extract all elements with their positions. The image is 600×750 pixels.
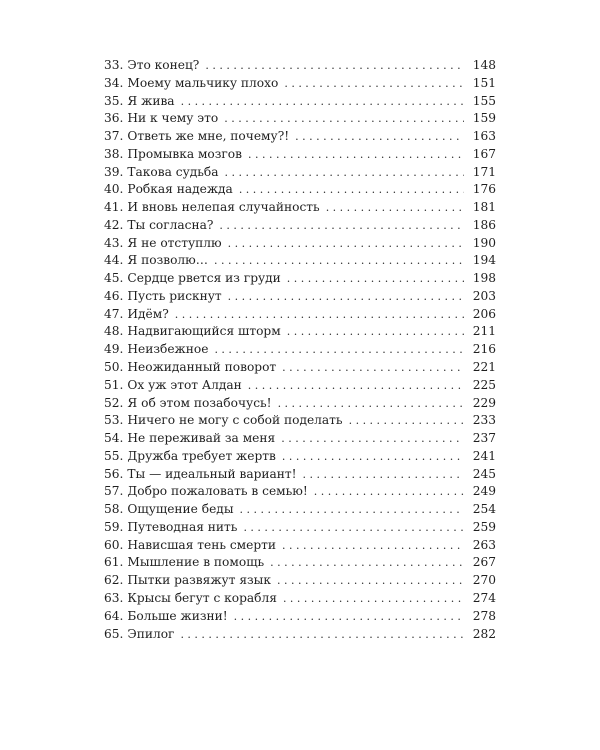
- toc-entry-number: 65.: [104, 626, 124, 641]
- toc-entry[interactable]: [104, 306, 496, 324]
- toc-entry-page: 229: [472, 395, 496, 410]
- toc-entry[interactable]: [104, 448, 496, 466]
- toc-dot-leader: [283, 590, 464, 608]
- toc-entry-page: 176: [472, 182, 496, 197]
- toc-entry[interactable]: [104, 554, 496, 572]
- toc-entry[interactable]: [104, 235, 496, 253]
- toc-entry-page: 211: [472, 324, 496, 339]
- toc-entry-page: 186: [472, 217, 496, 232]
- toc-dot-leader: [270, 554, 464, 572]
- toc-entry-number: 33.: [104, 58, 124, 72]
- toc-entry-number: 60.: [104, 537, 124, 552]
- toc-entry[interactable]: [104, 377, 496, 395]
- toc-entry-title: Я об этом позабочусь!: [127, 395, 272, 410]
- toc-entry-page: 241: [472, 448, 496, 463]
- toc-entry-number: 37.: [104, 129, 124, 144]
- toc-entry-page: 274: [472, 590, 496, 605]
- toc-entry[interactable]: [104, 359, 496, 377]
- toc-entry-number: 49.: [104, 342, 124, 357]
- toc-entry-number: 34.: [104, 75, 124, 90]
- toc-entry-number: 35.: [104, 93, 124, 108]
- toc-dot-leader: [282, 448, 464, 466]
- toc-entry-title: И вновь нелепая случайность: [127, 200, 320, 215]
- toc-dot-leader: [180, 626, 464, 644]
- toc-entry-title: Промывка мозгов: [127, 146, 243, 161]
- toc-dot-leader: [205, 57, 464, 75]
- toc-entry-title: Такова судьба: [127, 164, 219, 179]
- toc-entry-title: Ничего не могу с собой поделать: [127, 413, 343, 428]
- toc-entry-page: 270: [472, 573, 496, 588]
- toc-entry[interactable]: [104, 412, 496, 430]
- toc-dot-leader: [282, 359, 464, 377]
- toc-entry-page: 148: [472, 58, 496, 72]
- toc-entry[interactable]: [104, 430, 496, 448]
- toc-entry[interactable]: [104, 590, 496, 608]
- toc-entry-title: Идём?: [127, 306, 169, 321]
- toc-entry-title: Я позволю…: [127, 253, 208, 268]
- toc-entry[interactable]: [104, 537, 496, 555]
- toc-dot-leader: [284, 75, 464, 93]
- toc-entry-number: 62.: [104, 573, 124, 588]
- toc-entry-number: 61.: [104, 555, 124, 570]
- toc-entry-title: Ты — идеальный вариант!: [127, 466, 297, 481]
- toc-entry-title: Я не отступлю: [127, 235, 222, 250]
- toc-entry[interactable]: [104, 181, 496, 199]
- toc-entry-title: Пусть рискнут: [127, 288, 222, 303]
- toc-dot-leader: [303, 466, 464, 484]
- toc-entry-number: 64.: [104, 608, 124, 623]
- toc-entry-number: 56.: [104, 466, 124, 481]
- toc-entry-title: Ох уж этот Алдан: [127, 377, 242, 392]
- toc-entry-page: 167: [472, 146, 496, 161]
- toc-entry-title: Нависшая тень смерти: [127, 537, 277, 552]
- toc-entry-page: 151: [472, 75, 496, 90]
- toc-entry-page: 216: [472, 342, 496, 357]
- toc-entry[interactable]: [104, 626, 496, 644]
- toc-entry-number: 41.: [104, 200, 124, 215]
- toc-dot-leader: [281, 430, 464, 448]
- toc-entry[interactable]: [104, 270, 496, 288]
- toc-entry[interactable]: [104, 501, 496, 519]
- toc-entry-title: Ни к чему это: [127, 111, 219, 126]
- toc-entry[interactable]: [104, 572, 496, 590]
- toc-entry-page: 278: [472, 608, 496, 623]
- toc-entry-number: 55.: [104, 448, 124, 463]
- toc-entry-title: Добро пожаловать в семью!: [127, 484, 308, 499]
- toc-entry-number: 44.: [104, 253, 124, 268]
- toc-entry-number: 40.: [104, 182, 124, 197]
- toc-entry-number: 59.: [104, 519, 124, 534]
- toc-entry-number: 46.: [104, 288, 124, 303]
- toc-entry-number: 43.: [104, 235, 124, 250]
- toc-entry-page: 221: [472, 360, 496, 375]
- toc-entry[interactable]: [104, 466, 496, 484]
- toc-entry[interactable]: [104, 217, 496, 235]
- toc-entry-page: 233: [472, 413, 496, 428]
- toc-entry-page: 225: [472, 377, 496, 392]
- toc-dot-leader: [214, 341, 464, 359]
- toc-entry-title: Сердце рвется из груди: [127, 271, 281, 286]
- toc-dot-leader: [287, 323, 464, 341]
- toc-entry-number: 42.: [104, 217, 124, 232]
- toc-dot-leader: [224, 164, 464, 182]
- toc-entry[interactable]: [104, 93, 496, 111]
- toc-entry[interactable]: [104, 483, 496, 501]
- toc-entry-page: 171: [472, 164, 496, 179]
- toc-dot-leader: [219, 217, 464, 235]
- toc-entry-page: 259: [472, 519, 496, 534]
- toc-entry-page: 155: [472, 93, 496, 108]
- toc-dot-leader: [326, 199, 464, 217]
- toc-entry-number: 48.: [104, 324, 124, 339]
- toc-entry-number: 58.: [104, 502, 124, 517]
- toc-entry-page: 159: [472, 111, 496, 126]
- toc-entry-page: 254: [472, 502, 496, 517]
- toc-entry-number: 57.: [104, 484, 124, 499]
- toc-entry-page: 237: [472, 431, 496, 446]
- toc-entry-page: 249: [472, 484, 496, 499]
- toc-entry[interactable]: [104, 341, 496, 359]
- toc-entry-title: Не переживай за меня: [127, 431, 276, 446]
- toc-dot-leader: [287, 270, 464, 288]
- toc-entry-page: 245: [472, 466, 496, 481]
- toc-entry-title: Дружба требует жертв: [127, 448, 276, 463]
- toc-dot-leader: [239, 181, 464, 199]
- toc-entry-number: 36.: [104, 111, 124, 126]
- toc-entry-title: Надвигающийся шторм: [127, 324, 281, 339]
- toc-entry[interactable]: [104, 75, 496, 93]
- toc-dot-leader: [214, 252, 464, 270]
- toc-entry[interactable]: [104, 608, 496, 626]
- toc-entry-page: 263: [472, 537, 496, 552]
- toc-entry-title: Моему мальчику плохо: [127, 75, 279, 90]
- toc-entry[interactable]: [104, 323, 496, 341]
- toc-dot-leader: [243, 519, 464, 537]
- toc-entry-page: 267: [472, 555, 496, 570]
- toc-dot-leader: [282, 537, 464, 555]
- toc-dot-leader: [248, 146, 464, 164]
- toc-entry-title: Пытки развяжут язык: [127, 573, 271, 588]
- toc-entry-title: Робкая надежда: [127, 182, 233, 197]
- toc-entry-number: 47.: [104, 306, 124, 321]
- toc-entry-number: 63.: [104, 590, 124, 605]
- toc-dot-leader: [349, 412, 464, 430]
- toc-entry-page: 163: [472, 129, 496, 144]
- toc-dot-leader: [228, 288, 464, 306]
- toc-dot-leader: [277, 572, 464, 590]
- toc-dot-leader: [295, 128, 464, 146]
- toc-entry[interactable]: [104, 252, 496, 270]
- toc-entry-title: Ощущение беды: [127, 502, 234, 517]
- toc-entry[interactable]: [104, 164, 496, 182]
- toc-dot-leader: [234, 608, 464, 626]
- toc-entry-title: Больше жизни!: [127, 608, 228, 623]
- toc-entry-title: Крысы бегут с корабля: [127, 590, 277, 605]
- toc-entry-page: 198: [472, 271, 496, 286]
- toc-entry-title: Ответь же мне, почему?!: [127, 129, 290, 144]
- toc-dot-leader: [181, 93, 464, 111]
- toc-entry-number: 39.: [104, 164, 124, 179]
- toc-entry-page: 194: [472, 253, 496, 268]
- toc-entry-number: 51.: [104, 377, 124, 392]
- toc-entry[interactable]: [104, 110, 496, 128]
- toc-dot-leader: [314, 483, 464, 501]
- toc-entry[interactable]: [104, 128, 496, 146]
- toc-entry-number: 50.: [104, 360, 124, 375]
- toc-entry-page: 181: [472, 200, 496, 215]
- toc-entry[interactable]: [104, 199, 496, 217]
- table-of-contents: [104, 57, 496, 643]
- toc-entry[interactable]: [104, 57, 496, 75]
- toc-entry-number: 53.: [104, 413, 124, 428]
- toc-dot-leader: [248, 377, 464, 395]
- toc-entry[interactable]: [104, 395, 496, 413]
- toc-entry[interactable]: [104, 288, 496, 306]
- toc-entry-page: 282: [472, 626, 496, 641]
- toc-entry[interactable]: [104, 519, 496, 537]
- toc-entry-number: 45.: [104, 271, 124, 286]
- toc-entry-title: Мышление в помощь: [127, 555, 265, 570]
- toc-entry-page: 190: [472, 235, 496, 250]
- toc-entry-title: Путеводная нить: [127, 519, 238, 534]
- toc-dot-leader: [224, 110, 464, 128]
- toc-entry-number: 52.: [104, 395, 124, 410]
- toc-entry-page: 206: [472, 306, 496, 321]
- toc-dot-leader: [175, 306, 464, 324]
- toc-entry-number: 38.: [104, 146, 124, 161]
- toc-entry-number: 54.: [104, 431, 124, 446]
- toc-dot-leader: [228, 235, 464, 253]
- toc-dot-leader: [240, 501, 464, 519]
- toc-entry-title: Неожиданный поворот: [127, 360, 277, 375]
- toc-entry-title: Неизбежное: [127, 342, 209, 357]
- toc-entry-title: Это конец?: [127, 58, 200, 72]
- toc-entry-title: Ты согласна?: [127, 217, 214, 232]
- toc-entry[interactable]: [104, 146, 496, 164]
- toc-dot-leader: [278, 395, 464, 413]
- toc-entry-title: Я жива: [127, 93, 175, 108]
- toc-entry-title: Эпилог: [127, 626, 175, 641]
- toc-entry-page: 203: [472, 288, 496, 303]
